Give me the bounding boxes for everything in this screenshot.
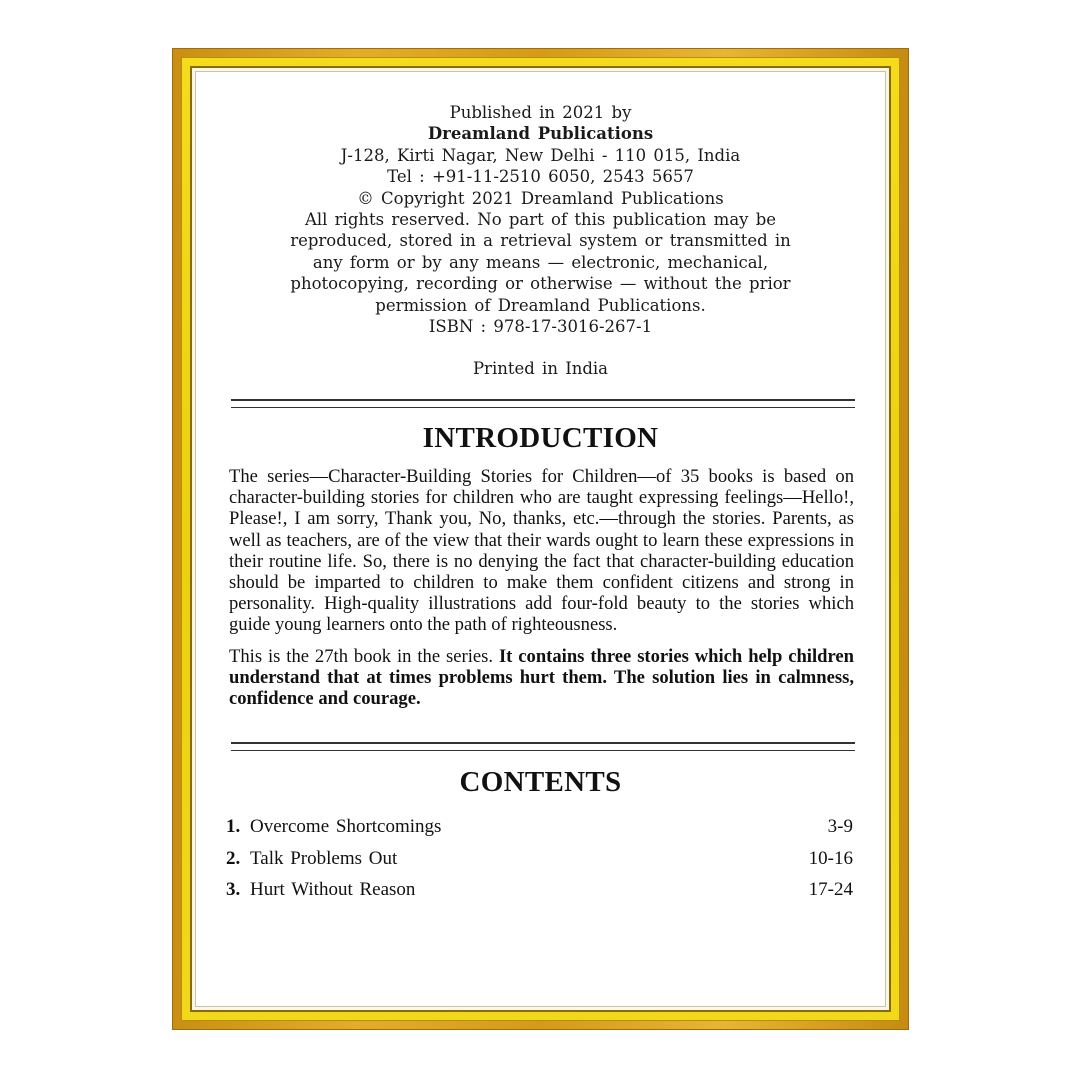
rights-line: reproduced, stored in a retrieval system or transmitted in — [290, 231, 791, 251]
frame-border-line — [190, 66, 891, 1012]
contents-number: 1. — [226, 816, 241, 837]
contents-entry — [226, 816, 441, 838]
contents-entry — [226, 848, 397, 870]
contents-pages: 17-24 — [808, 879, 853, 900]
spacer — [196, 337, 885, 358]
section-divider — [231, 399, 855, 408]
isbn-line: ISBN : 978-17-3016-267-1 — [428, 317, 653, 337]
publisher-address: J-128, Kirti Nagar, New Delhi - 110 015, India — [340, 145, 741, 165]
copyright-line: © Copyright 2021 Dreamland Publications — [357, 188, 724, 208]
contents-number: 3. — [226, 879, 241, 900]
introduction-heading: INTRODUCTION — [422, 422, 659, 454]
contents-heading: CONTENTS — [459, 766, 622, 798]
rights-line: permission of Dreamland Publications. — [375, 295, 706, 315]
imprint-block — [196, 102, 885, 380]
contents-number: 2. — [226, 847, 241, 869]
contents-pages: 10-16 — [808, 847, 853, 869]
contents-entry — [226, 879, 415, 901]
contents-list — [226, 816, 853, 911]
rights-line: photocopying, recording or otherwise — without the prior — [290, 274, 791, 294]
gold-frame-inner — [181, 57, 900, 1021]
publisher-name: Dreamland Publications — [427, 124, 654, 144]
contents-title: Talk Problems Out — [250, 847, 398, 869]
contents-item[interactable] — [226, 816, 853, 848]
intro-bold-text: It contains three stories which help children understand that at times problems hurt them. The solution lies in calmness, confidence and courage. — [229, 645, 854, 710]
introduction-paragraph: The series—Character-Building Stories for Children—of 35 books is based on character-building stories for children who are taught expressing feelings—Hello!, Please!, I am sorry, Thank you, No, thanks, etc.—through the stories. Parents, as well as teachers, are of the view that their wards ought to learn these expressions in their routine life. So, there is no denying the fact that character-building education should be imparted to children to make them confident citizens and strong in personality. High-quality illustrations add four-fold beauty to the stories which guide young learners onto the path of righteousness. — [229, 466, 854, 636]
contents-item[interactable] — [226, 879, 853, 911]
book-page — [195, 71, 886, 1007]
introduction-text — [229, 466, 854, 709]
intro-plain-text: This is the 27th book in the series. — [229, 645, 499, 667]
introduction-paragraph — [229, 646, 854, 710]
rights-line: All rights reserved. No part of this publication may be — [304, 210, 777, 230]
contents-title: Hurt Without Reason — [250, 879, 416, 900]
publisher-tel: Tel : +91-11-2510 6050, 2543 5657 — [387, 167, 694, 187]
contents-title: Overcome Shortcomings — [250, 816, 442, 837]
printed-line: Printed in India — [472, 359, 609, 379]
contents-item[interactable] — [226, 848, 853, 880]
contents-pages: 3-9 — [827, 816, 853, 837]
rights-line: any form or by any means — electronic, mechanical, — [312, 252, 769, 272]
gold-frame — [172, 48, 909, 1030]
published-line: Published in 2021 by — [449, 103, 632, 122]
section-divider — [231, 742, 855, 751]
